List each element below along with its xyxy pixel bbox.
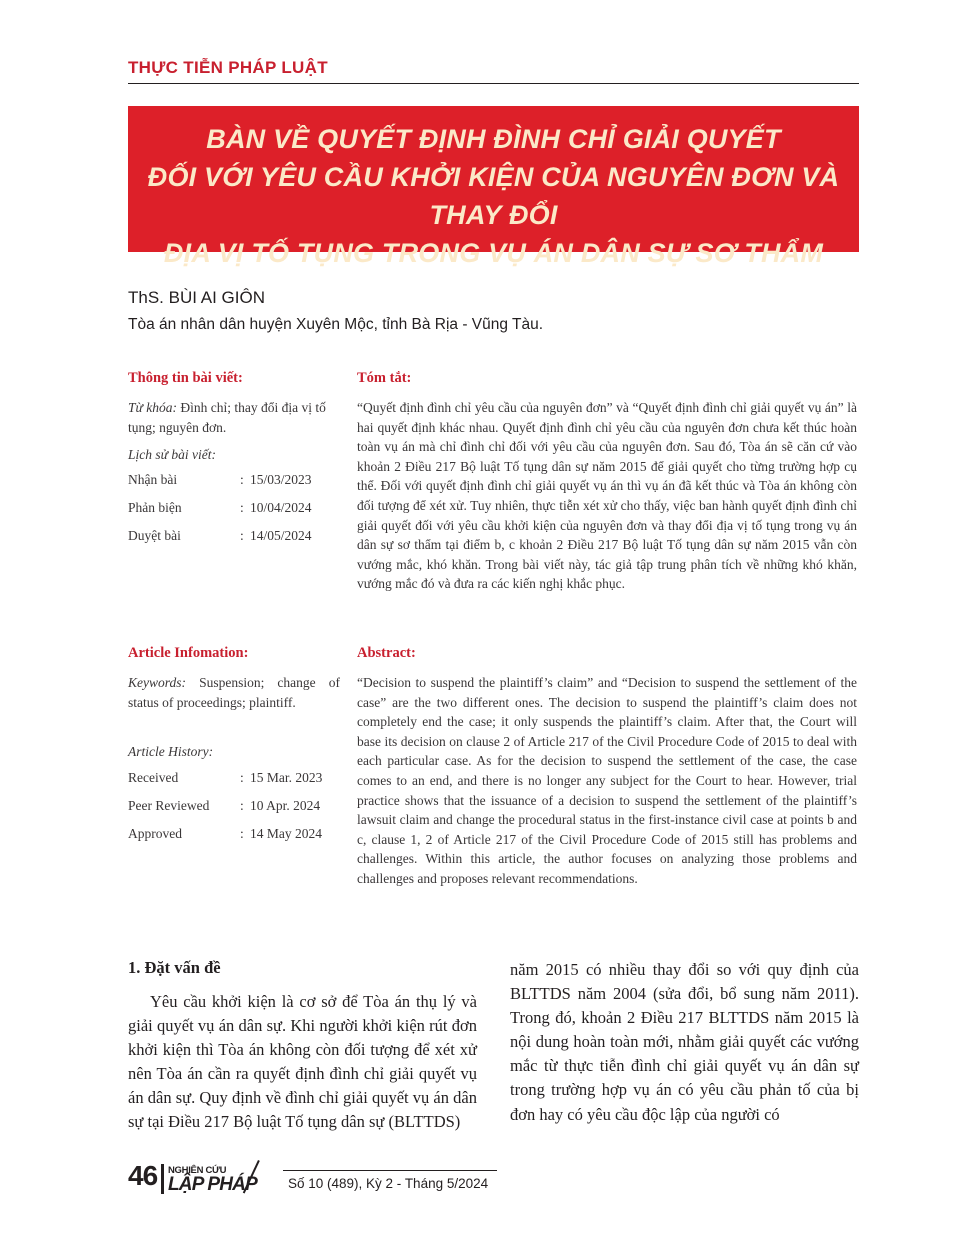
footer-rule (283, 1170, 497, 1171)
history-en-label-received: Received (128, 770, 179, 785)
summary-vi-heading: Tóm tắt: (357, 370, 412, 386)
info-en-keywords (128, 673, 340, 712)
history-en-row (128, 826, 322, 842)
footer-divider (161, 1164, 164, 1194)
keywords-en-label: Keywords: (128, 675, 186, 690)
keywords-vi-text: Đình chỉ; thay đổi địa vị tố tụng; nguyên đơn. (128, 400, 326, 435)
history-en-date-review: 10 Apr. 2024 (250, 798, 321, 813)
history-vi-sep: : (240, 528, 244, 543)
section-rule (128, 83, 859, 84)
body-left-column: Yêu cầu khởi kiện là cơ sở để Tòa án thụ lý và giải quyết vụ án dân sự. Khi người khởi kiện rút đơn khởi kiện thì Tòa án không còn đối tượng để xét xử nên Tòa án cần ra quyết định đình chỉ giải quyết vụ án dân sự. Quy định về đình chỉ giải quyết vụ án dân sự tại Điều 217 Bộ luật Tố tụng dân sự (BLTTDS) (128, 992, 477, 1132)
author-name: ThS. BÙI AI GIÔN (128, 288, 265, 307)
history-en-row (128, 770, 322, 786)
history-vi-row (128, 528, 312, 544)
abstract-en-heading: Abstract: (357, 645, 416, 661)
page-number: 46 (128, 1160, 158, 1191)
info-vi-heading: Thông tin bài viết: (128, 370, 243, 386)
title-line-1: BÀN VỀ QUYẾT ĐỊNH ĐÌNH CHỈ GIẢI QUYẾT (206, 124, 781, 154)
abstract-en-text: “Decision to suspend the plaintiff’s claim” and “Decision to suspend the settlement of the case” are the two different ones. The decision to suspend the plaintiff’s claim does not completely end the case; it only suspends the plaintiff’s claim. After that, the Court will base its decision on clause 2 of Article 217 of the Civil Procedure Code of 2015 to deal with each particular case. As for the decision to suspend the settlement of the case, the case comes to an end, and there is no longer any subject for the Court to hear. However, trial practice shows that the issuance of a decision to suspend the settlement of the plaintiff’s lawsuit claim and change the procedural status in the first-instance civil case at points b and c, clause 1, 2 of Article 217 of the Civil Procedure Code of 2015 still has problems and challenges. Within this article, the author focuses on analyzing those problems and challenges and proposes relevant recommendations. (357, 675, 857, 886)
section-label: THỰC TIỄN PHÁP LUẬT (128, 58, 328, 77)
history-vi-sep: : (240, 500, 244, 515)
history-vi-row (128, 500, 312, 516)
history-vi-label-approved: Duyệt bài (128, 528, 181, 543)
title-line-3: ĐỊA VỊ TỐ TỤNG TRONG VỤ ÁN DÂN SỰ SƠ THẨM (163, 238, 824, 268)
history-en-label: Article History: (128, 744, 214, 759)
history-en-row (128, 798, 320, 814)
history-en-sep: : (240, 770, 244, 785)
keywords-vi-label: Từ khóa: (128, 400, 177, 415)
history-vi-date-review: 10/04/2024 (250, 500, 312, 515)
history-en-label-review: Peer Reviewed (128, 798, 210, 813)
history-en-date-received: 15 Mar. 2023 (250, 770, 323, 785)
journal-logo-top: NGHIÊN CỨU (168, 1165, 227, 1176)
body-heading: 1. Đặt vấn đề (128, 958, 221, 977)
journal-logo-bottom: LẬP PHÁP (168, 1174, 257, 1195)
history-en-label-approved: Approved (128, 826, 182, 841)
author-affiliation: Tòa án nhân dân huyện Xuyên Mộc, tỉnh Bà Rịa - Vũng Tàu. (128, 316, 544, 333)
history-vi-label-received: Nhận bài (128, 472, 178, 487)
history-vi-date-received: 15/03/2023 (250, 472, 312, 487)
summary-vi-text: “Quyết định đình chỉ yêu cầu của nguyên đơn” và “Quyết định đình chỉ giải quyết vụ án” là hai quyết định khác nhau. Quyết định đình chỉ yêu cầu của nguyên đơn chưa kết thúc hoàn toàn vụ án mà chỉ đình chỉ đối với yêu cầu của nguyên đơn. Sau đó, Tòa án sẽ căn cứ vào khoản 2 Điều 217 Bộ luật Tố tụng dân sự năm 2015 để giải quyết cho từng trường hợp cụ thể. Đối với quyết định đình chỉ giải quyết vụ án thì vụ án đã kết thúc và Tòa án không còn đối tượng để xét xử. Tuy nhiên, thực tiễn xét xử cho thấy, việc ban hành quyết định đình chỉ giải quyết đối với yêu cầu khởi kiện của nguyên đơn và thay đổi địa vị tố tụng trong vụ án dân sự sơ thẩm tại điểm b, c khoản 2 Điều 217 Bộ luật Tố tụng dân sự năm 2015 vẫn còn vướng mắc, khó khăn. Trong bài viết này, tác giả tập trung phân tích về những khó khăn, vướng mắc đó và đưa ra các kiến nghị khắc phục. (357, 400, 857, 592)
history-vi-date-approved: 14/05/2024 (250, 528, 312, 543)
history-vi-label: Lịch sử bài viết: (128, 447, 216, 462)
history-vi-label-review: Phản biện (128, 500, 182, 515)
body-right-column: năm 2015 có nhiều thay đổi so với quy định của BLTTDS năm 2004 (sửa đổi, bổ sung năm 2011). Trong đó, khoản 2 Điều 217 BLTTDS năm 2015 là nội dung hoàn toàn mới, nhằm giải quyết các vướng mắc từ thực tiễn đình chỉ giải quyết vụ án dân sự trong trường hợp vụ án có yêu cầu phản tố của bị đơn hay có yêu cầu độc lập của người có (510, 960, 859, 1124)
history-en-date-approved: 14 May 2024 (250, 826, 322, 841)
history-vi-row (128, 472, 312, 488)
title-banner (128, 106, 859, 268)
title-line-2: ĐỐI VỚI YÊU CẦU KHỞI KIỆN CỦA NGUYÊN ĐƠN VÀ THAY ĐỔI (147, 162, 840, 230)
info-vi-keywords (128, 398, 340, 437)
history-en-sep: : (240, 826, 244, 841)
history-vi-sep: : (240, 472, 244, 487)
info-en-heading: Article Infomation: (128, 645, 249, 661)
keywords-en-text: Suspension; change of status of proceedings; plaintiff. (128, 675, 340, 710)
issue-info: Số 10 (489), Kỳ 2 - Tháng 5/2024 (288, 1176, 489, 1191)
history-en-sep: : (240, 798, 244, 813)
